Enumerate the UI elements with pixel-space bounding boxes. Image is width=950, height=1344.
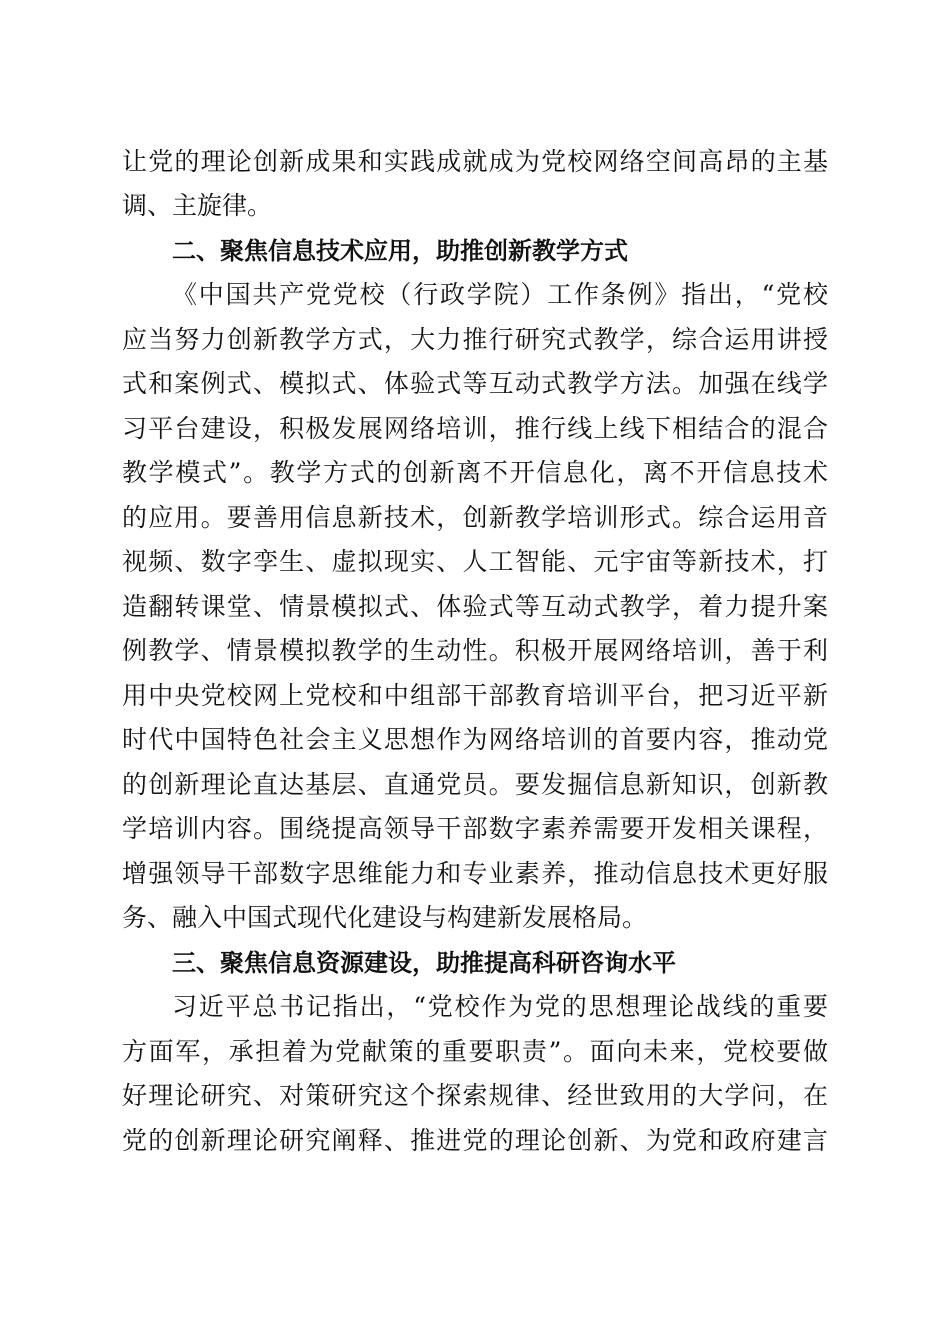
- section-heading-2: 二、聚焦信息技术应用，助推创新教学方式: [172, 237, 628, 265]
- paragraph-3-line-3: 好理论研究、对策研究这个探索规律、经世致用的大学问，在: [122, 1081, 828, 1110]
- paragraph-2-line-3: 式和案例式、模拟式、体验式等互动式教学方法。加强在线学: [122, 369, 828, 398]
- paragraph-2-line-14: 增强领导干部数字思维能力和专业素养，推动信息技术更好服: [122, 859, 828, 888]
- paragraph-2-line-1: 《中国共产党党校（行政学院）工作条例》指出，“党校: [172, 280, 828, 309]
- paragraph-2-line-7: 视频、数字孪生、虚拟现实、人工智能、元宇宙等新技术，打: [122, 547, 828, 576]
- paragraph-2-line-9: 例教学、情景模拟教学的生动性。积极开展网络培训，善于利: [122, 636, 828, 665]
- paragraph-2-line-5: 教学模式”。教学方式的创新离不开信息化，离不开信息技术: [122, 458, 828, 487]
- paragraph-2-line-11: 时代中国特色社会主义思想作为网络培训的首要内容，推动党: [122, 725, 828, 754]
- section-heading-3: 三、聚焦信息资源建设，助推提高科研咨询水平: [172, 949, 676, 977]
- paragraph-2-line-12: 的创新理论直达基层、直通党员。要发掘信息新知识，创新教: [122, 770, 828, 799]
- paragraph-1-line-1: 让党的理论创新成果和实践成就成为党校网络空间高昂的主基: [122, 147, 828, 176]
- paragraph-3-line-4: 党的创新理论研究阐释、推进党的理论创新、为党和政府建言: [122, 1126, 828, 1155]
- paragraph-2-line-15: 务、融入中国式现代化建设与构建新发展格局。: [122, 903, 648, 932]
- paragraph-3-line-2: 方面军，承担着为党献策的重要职责”。面向未来，党校要做: [122, 1037, 828, 1066]
- paragraph-2-line-2: 应当努力创新教学方式，大力推行研究式教学，综合运用讲授: [122, 325, 828, 354]
- paragraph-1-line-2: 调、主旋律。: [122, 191, 273, 220]
- paragraph-2-line-8: 造翻转课堂、情景模拟式、体验式等互动式教学，着力提升案: [122, 592, 828, 621]
- paragraph-2-line-6: 的应用。要善用信息新技术，创新教学培训形式。综合运用音: [122, 503, 828, 532]
- paragraph-2-line-10: 用中央党校网上党校和中组部干部教育培训平台，把习近平新: [122, 681, 828, 710]
- paragraph-3-line-1: 习近平总书记指出，“党校作为党的思想理论战线的重要: [172, 992, 828, 1021]
- paragraph-2-line-4: 习平台建设，积极发展网络培训，推行线上线下相结合的混合: [122, 414, 828, 443]
- paragraph-2-line-13: 学培训内容。围绕提高领导干部数字素养需要开发相关课程，: [122, 814, 828, 843]
